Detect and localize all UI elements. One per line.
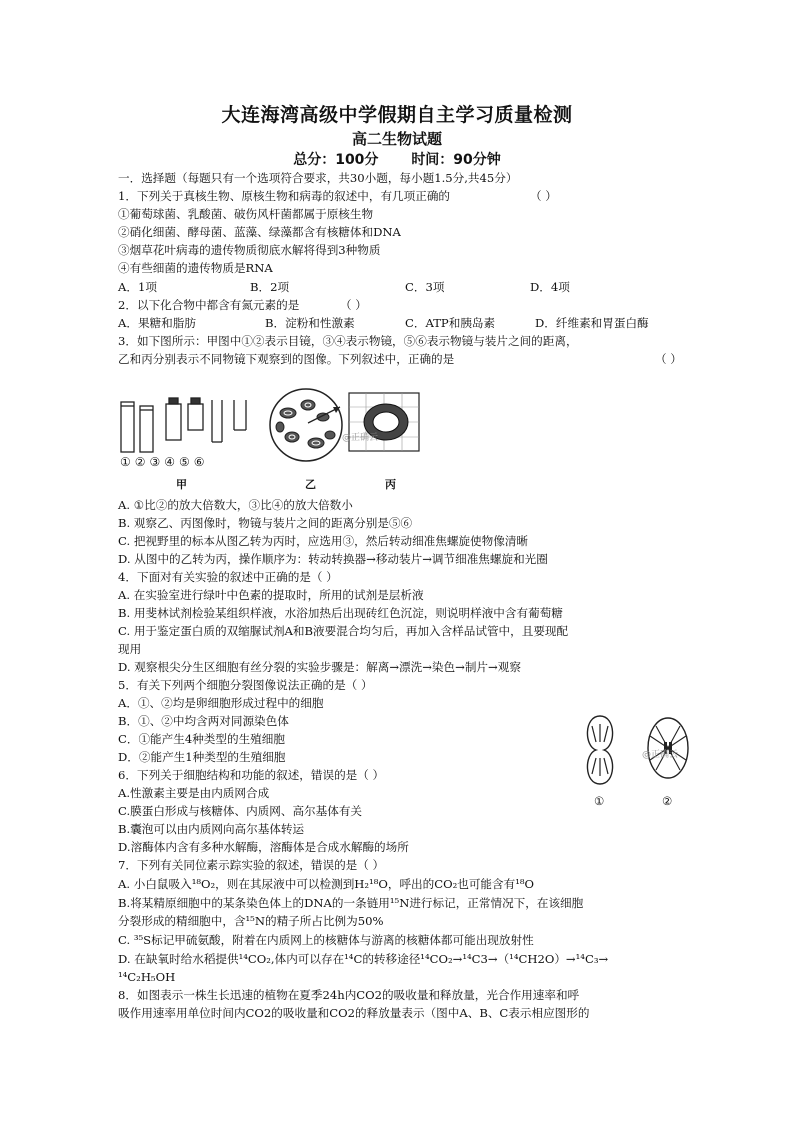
q3-option-c: C. 把视野里的标本从图乙转为丙时，应选用③，然后转动细准焦螺旋使物像清晰	[118, 534, 529, 548]
q4-option-c-cont: 现用	[118, 642, 142, 656]
q6-stem: 6．下列关于细胞结构和功能的叙述，错误的是（ ）	[118, 768, 385, 782]
q5-label-1: ①	[594, 794, 605, 808]
q3-option-d: D. 从图中的乙转为丙，操作顺序为：转动转换器→移动装片→调节细准焦螺旋和光圈	[118, 552, 548, 566]
q1-item-2: ②硝化细菌、酵母菌、蓝藻、绿藻都含有核糖体和DNA	[118, 225, 401, 239]
q3-figure-cells-low	[268, 385, 346, 465]
q6-option-c: C.膜蛋白形成与核糖体、内质网、高尔基体有关	[118, 804, 363, 818]
section-heading: 一．选择题（每题只有一个选项符合要求，共30小题，每小题1.5分,共45分）	[118, 171, 518, 185]
q3-label-yi: 乙	[305, 478, 316, 491]
q7-option-c: C. ³⁵S标记甲硫氨酸，附着在内质网上的核糖体与游离的核糖体都可能出现放射性	[118, 933, 534, 947]
q5-option-b: B．①、②中均含两对同源染色体	[118, 714, 289, 728]
q7-option-b-1: B.将某精原细胞中的某条染色体上的DNA的一条链用¹⁵N进行标记，正常情况下，在该细胞	[118, 896, 584, 910]
q7-option-d-2: ¹⁴C₂H₅OH	[118, 970, 176, 984]
q6-option-d: D.溶酶体内含有多种水解酶，溶酶体是合成水解酶的场所	[118, 840, 409, 854]
q5-label-2: ②	[662, 794, 673, 808]
q8-line-2: 吸作用速率用单位时间内CO2的吸收量和CO2的释放量表示（图中A、B、C表示相应图形的	[118, 1006, 590, 1020]
q4-stem: 4．下面对有关实验的叙述中正确的是（ ）	[118, 570, 338, 584]
total-score: 总分：100分	[293, 152, 379, 168]
q1-item-1: ①葡萄球菌、乳酸菌、破伤风杆菌都属于原核生物	[118, 207, 374, 221]
exam-title: 大连海湾高级中学假期自主学习质量检测	[221, 104, 573, 126]
q2-option-a: A．果糖和脂肪	[118, 316, 196, 330]
q6-option-b: B.囊泡可以由内质网向高尔基体转运	[118, 822, 305, 836]
q2-option-b: B．淀粉和性激素	[265, 316, 355, 330]
q2-option-d: D．纤维素和胃蛋白酶	[535, 316, 649, 330]
q3-option-b: B. 观察乙、丙图像时，物镜与装片之间的距离分别是⑤⑥	[118, 516, 413, 530]
q4-option-b: B. 用斐林试剂检验某组织样液，水浴加热后出现砖红色沉淀，则说明样液中含有葡萄糖	[118, 606, 563, 620]
q1-item-4: ④有些细菌的遗传物质是RNA	[118, 261, 273, 275]
exam-subtitle: 高二生物试题	[351, 130, 442, 148]
exam-time: 时间：90分钟	[411, 152, 501, 168]
q5-watermark: @正确云	[642, 750, 679, 760]
q3-stem-2: 乙和丙分别表示不同物镜下观察到的图像。下列叙述中，正确的是	[118, 352, 455, 366]
q8-line-1: 8．如图表示一株生长迅速的植物在夏季24h内CO2的吸收量和释放量，光合作用速率和呼	[118, 988, 580, 1002]
q2-stem: 2．以下化合物中都含有氮元素的是	[118, 298, 300, 312]
q1-stem: 1．下列关于真核生物、原核生物和病毒的叙述中，有几项正确的	[118, 189, 451, 203]
q5-option-d: D．②能产生1种类型的生殖细胞	[118, 750, 286, 764]
q1-option-a: A．1项	[118, 280, 157, 294]
q4-option-a: A. 在实验室进行绿叶中色素的提取时，所用的试剂是层析液	[118, 588, 424, 602]
q3-figure-numbers: ①②③④⑤⑥	[120, 455, 209, 469]
q7-option-b-2: 分裂形成的精细胞中，含¹⁵N的精子所占比例为50%	[118, 914, 384, 928]
q5-option-c: C．①能产生4种类型的生殖细胞	[118, 732, 285, 746]
q3-answer-paren: （ ）	[655, 352, 682, 366]
q1-item-3: ③烟草花叶病毒的遗传物质彻底水解将得到3种物质	[118, 243, 381, 257]
q3-watermark: @正确云	[342, 433, 379, 443]
q3-stem-1: 3．如下图所示：甲图中①②表示目镜，③④表示物镜，⑤⑥表示物镜与装片之间的距离，	[118, 334, 578, 348]
q3-figure-cell-high	[348, 392, 420, 452]
q1-option-d: D．4项	[530, 280, 570, 294]
q7-option-d-1: D. 在缺氧时给水稻提供¹⁴CO₂,体内可以存在¹⁴C的转移途径¹⁴CO₂→¹⁴C3→（¹⁴CH2O）→¹⁴C₃→	[118, 952, 609, 966]
q7-stem: 7．下列有关同位素示踪实验的叙述，错误的是（ ）	[118, 858, 385, 872]
q3-option-a: A. ①比②的放大倍数大，③比④的放大倍数小	[118, 498, 353, 512]
q7-option-a: A. 小白鼠吸入¹⁸O₂，则在其尿液中可以检测到H₂¹⁸O，呼出的CO₂也可能含有¹⁸O	[118, 877, 535, 891]
q3-label-bing: 丙	[385, 478, 396, 491]
q2-answer-paren: （ ）	[340, 298, 367, 312]
exam-meta	[0, 149, 794, 169]
q4-option-c: C. 用于鉴定蛋白质的双缩脲试剂A和B液要混合均匀后，再加入含样品试管中，且要现配	[118, 624, 569, 638]
q2-option-c: C．ATP和胰岛素	[405, 316, 496, 330]
q6-option-a: A.性激素主要是由内质网合成	[118, 786, 270, 800]
q1-option-b: B．2项	[250, 280, 290, 294]
q5-stem: 5．有关下列两个细胞分裂图像说法正确的是（ ）	[118, 678, 373, 692]
q3-label-jia: 甲	[176, 478, 187, 491]
q4-option-d: D. 观察根尖分生区细胞有丝分裂的实验步骤是：解离→漂洗→染色→制片→观察	[118, 660, 521, 674]
q5-figure-cells	[580, 712, 700, 794]
q1-option-c: C．3项	[405, 280, 445, 294]
q1-answer-paren: （ ）	[530, 189, 557, 203]
q5-option-a: A．①、②均是卵细胞形成过程中的细胞	[118, 696, 324, 710]
